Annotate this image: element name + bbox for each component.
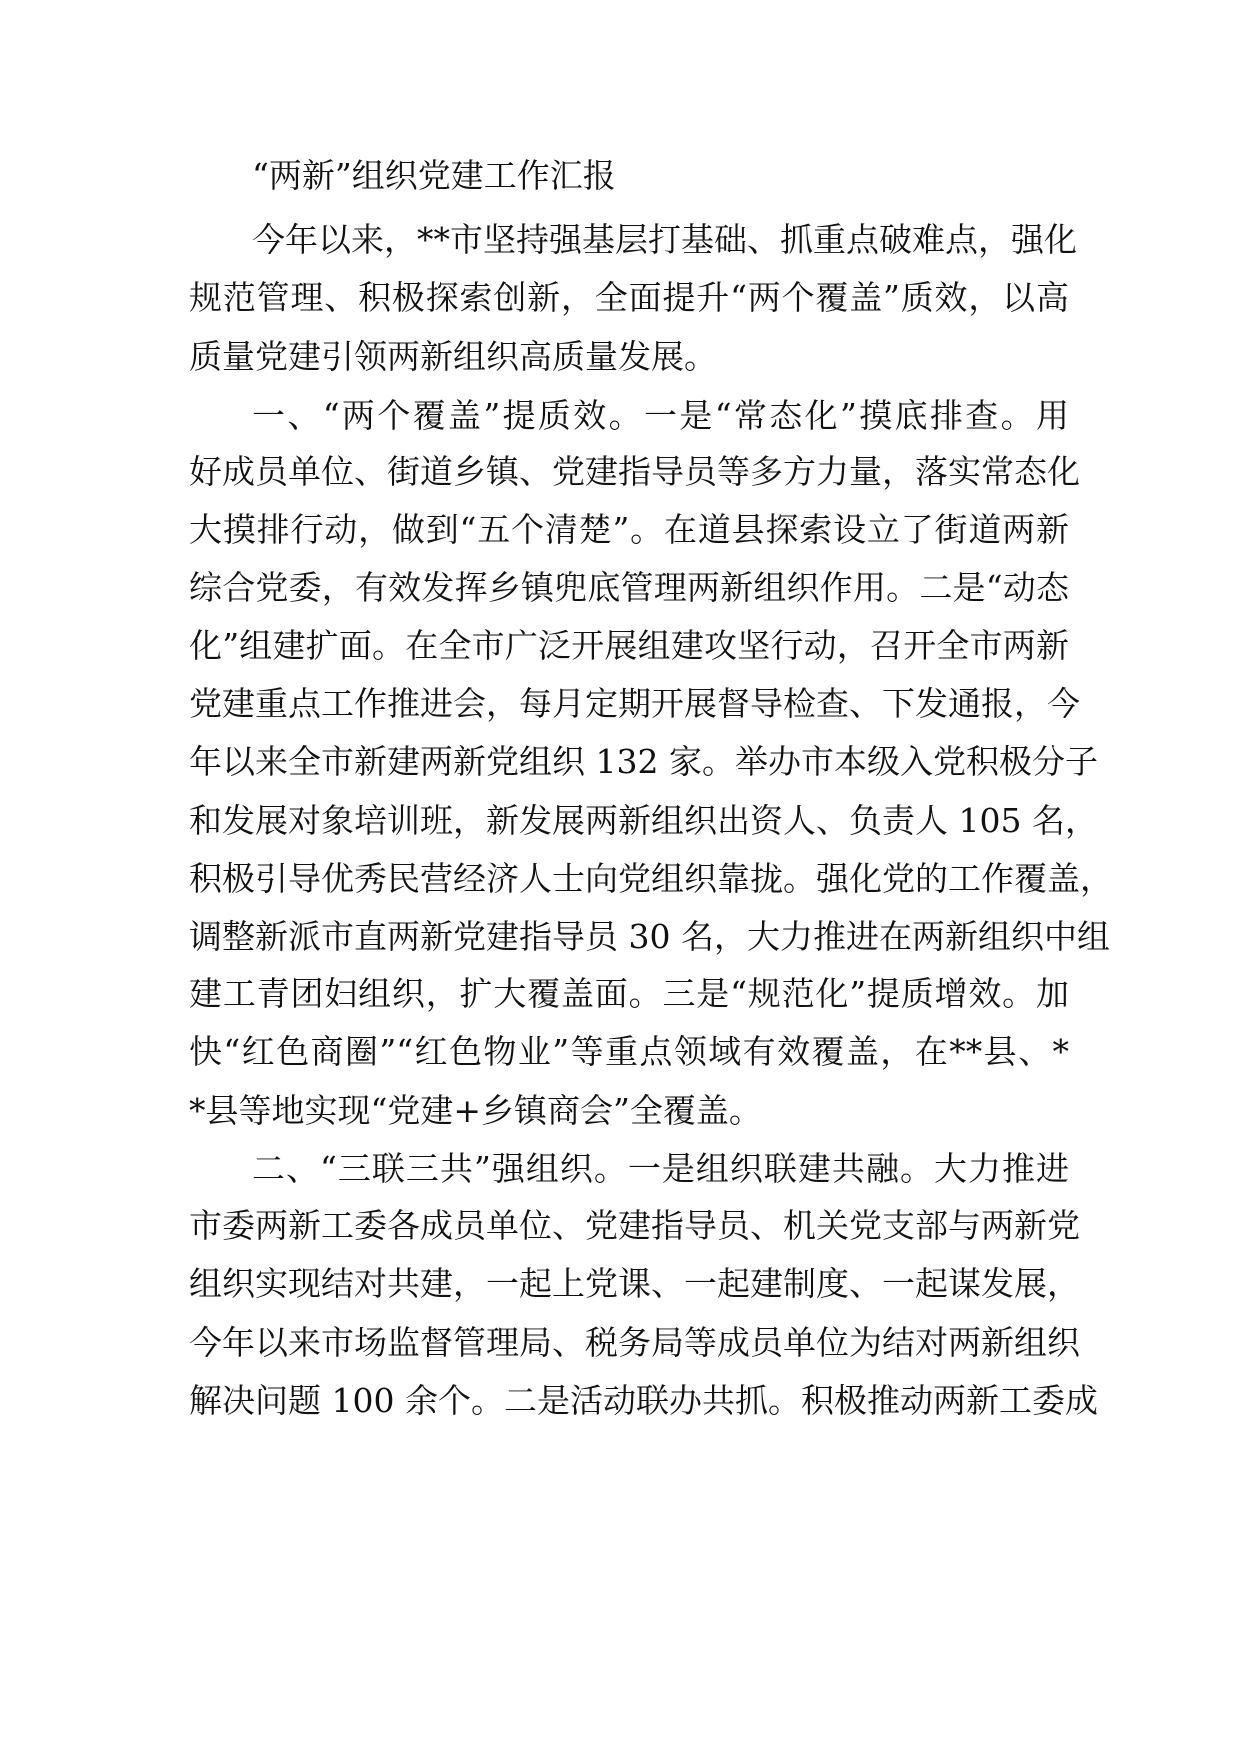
paragraph-line: 和发展对象培训班，新发展两新组织出资人、负责人 105 名， — [189, 801, 1098, 840]
paragraph-line: *县等地实现“党建+乡镇商会”全覆盖。 — [189, 1091, 762, 1130]
paragraph-line: 二、“三联三共”强组织。一是组织联建共融。大力推进 — [252, 1149, 1069, 1188]
paragraph-line: 综合党委，有效发挥乡镇兜底管理两新组织作用。二是“动态 — [189, 568, 1069, 607]
paragraph-line: 质量党建引领两新组织高质量发展。 — [189, 337, 717, 376]
paragraph-line: 今年以来市场监督管理局、税务局等成员单位为结对两新组织 — [189, 1323, 1080, 1362]
paragraph-line: 大摸排行动，做到“五个清楚”。在道县探索设立了街道两新 — [189, 510, 1069, 549]
paragraph-line: 解决问题 100 余个。二是活动联办共抓。积极推动两新工委成 — [189, 1381, 1098, 1420]
document-title: “两新”组织党建工作汇报 — [252, 156, 616, 195]
paragraph-line: 市委两新工委各成员单位、党建指导员、机关党支部与两新党 — [189, 1206, 1080, 1245]
paragraph-line: 组织实现结对共建，一起上党课、一起建制度、一起谋发展， — [189, 1264, 1080, 1303]
paragraph-line: 年以来全市新建两新党组织 132 家。举办市本级入党积极分子 — [189, 742, 1098, 781]
paragraph-line: 今年以来，**市坚持强基层打基础、抓重点破难点，强化 — [252, 220, 1077, 259]
paragraph-line: 党建重点工作推进会，每月定期开展督导检查、下发通报，今 — [189, 684, 1080, 723]
paragraph-line: 化”组建扩面。在全市广泛开展组建攻坚行动，召开全市两新 — [189, 626, 1069, 665]
paragraph-line: 好成员单位、街道乡镇、党建指导员等多方力量，落实常态化 — [189, 452, 1080, 491]
paragraph-line: 规范管理、积极探索创新，全面提升“两个覆盖”质效，以高 — [189, 278, 1069, 317]
paragraph-line: 快“红色商圈”“红色物业”等重点领域有效覆盖，在**县、* — [189, 1032, 1069, 1071]
paragraph-line: 一、“两个覆盖”提质效。一是“常态化”摸底排查。用 — [252, 396, 1069, 435]
paragraph-line: 建工青团妇组织，扩大覆盖面。三是“规范化”提质增效。加 — [189, 974, 1069, 1013]
paragraph-line: 积极引导优秀民营经济人士向党组织靠拢。强化党的工作覆盖， — [189, 859, 1113, 898]
paragraph-line: 调整新派市直两新党建指导员 30 名，大力推进在两新组织中组 — [189, 917, 1110, 956]
